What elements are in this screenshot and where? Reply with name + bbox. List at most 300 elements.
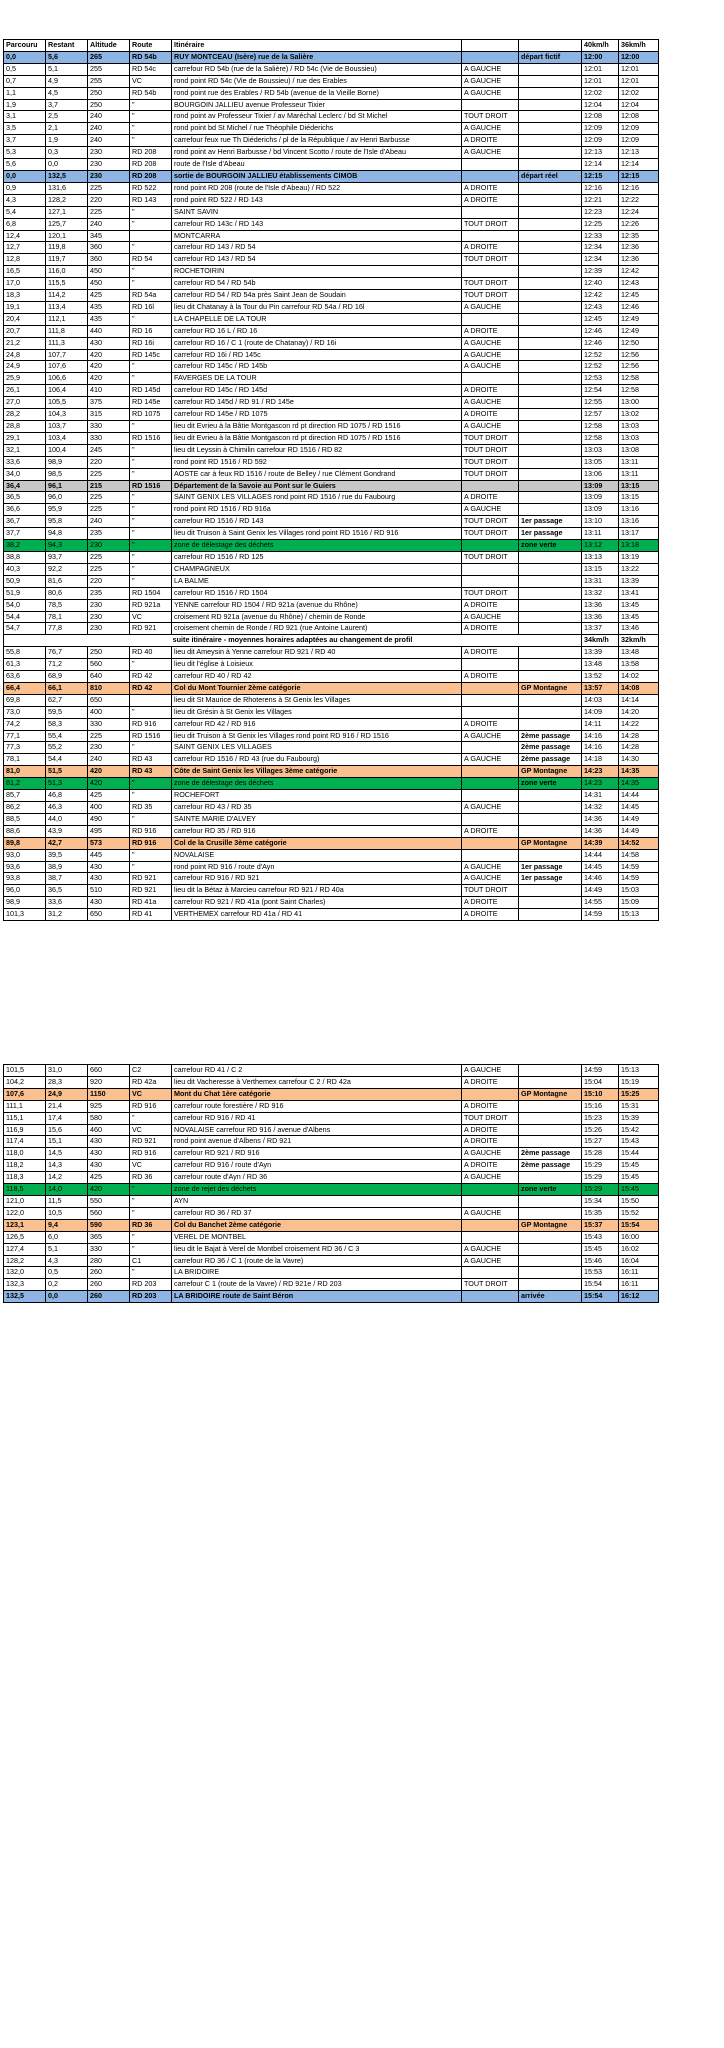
- restant-cell: 1,9: [46, 135, 88, 147]
- altitude-cell: 510: [88, 885, 130, 897]
- route-cell: RD 921: [130, 873, 172, 885]
- time-36kmh-cell: 14:14: [619, 694, 659, 706]
- route-cell: ": [130, 778, 172, 790]
- route-cell: ": [130, 1243, 172, 1255]
- direction-cell: A GAUCHE: [462, 611, 519, 623]
- altitude-cell: 255: [88, 75, 130, 87]
- route-cell: ": [130, 361, 172, 373]
- direction-cell: A DROITE: [462, 325, 519, 337]
- restant-cell: 15,1: [46, 1136, 88, 1148]
- restant-cell: 94,8: [46, 528, 88, 540]
- note-cell: 1er passage: [519, 516, 582, 528]
- note-cell: 2ème passage: [519, 1148, 582, 1160]
- altitude-cell: 420: [88, 349, 130, 361]
- table-row: [4, 551, 659, 563]
- route-cell: ": [130, 218, 172, 230]
- time-40kmh-cell: 13:09: [582, 480, 619, 492]
- parcouru-cell: 86,2: [4, 802, 46, 814]
- itinerary-table-part1: [3, 39, 659, 921]
- restant-cell: 42,7: [46, 837, 88, 849]
- restant-cell: 119,8: [46, 242, 88, 254]
- parcouru-cell: 0,9: [4, 182, 46, 194]
- itineraire-cell: MONTCARRA: [172, 230, 462, 242]
- direction-cell: [462, 51, 519, 63]
- route-cell: ": [130, 278, 172, 290]
- itineraire-cell: VERTHEMEX carrefour RD 41a / RD 41: [172, 909, 462, 921]
- parcouru-cell: 81,2: [4, 778, 46, 790]
- time-40kmh-cell: 14:45: [582, 861, 619, 873]
- time-36kmh-cell: 13:11: [619, 468, 659, 480]
- time-36kmh-cell: 13:22: [619, 563, 659, 575]
- restant-cell: 132,5: [46, 170, 88, 182]
- altitude-cell: 260: [88, 1279, 130, 1291]
- time-40kmh-cell: 13:05: [582, 456, 619, 468]
- restant-cell: 5,6: [46, 51, 88, 63]
- route-cell: RD 16: [130, 325, 172, 337]
- altitude-cell: 410: [88, 385, 130, 397]
- time-40kmh-cell: 14:49: [582, 885, 619, 897]
- time-40kmh-cell: 12:13: [582, 147, 619, 159]
- time-36kmh-cell: 15:19: [619, 1076, 659, 1088]
- route-cell: RD 143: [130, 194, 172, 206]
- altitude-cell: 925: [88, 1100, 130, 1112]
- route-cell: ": [130, 528, 172, 540]
- parcouru-cell: 117,4: [4, 1136, 46, 1148]
- restant-cell: 71,2: [46, 659, 88, 671]
- altitude-cell: 400: [88, 802, 130, 814]
- time-36kmh-cell: 12:49: [619, 313, 659, 325]
- header-direction: [462, 40, 519, 52]
- time-40kmh-cell: 13:39: [582, 647, 619, 659]
- time-40kmh-cell: 13:48: [582, 659, 619, 671]
- altitude-cell: 225: [88, 492, 130, 504]
- restant-cell: 55,4: [46, 730, 88, 742]
- time-40kmh-cell: 15:16: [582, 1100, 619, 1112]
- direction-cell: A GAUCHE: [462, 87, 519, 99]
- time-40kmh-cell: 13:36: [582, 599, 619, 611]
- restant-cell: 3,7: [46, 99, 88, 111]
- restant-cell: 103,4: [46, 432, 88, 444]
- time-36kmh-cell: 16:11: [619, 1267, 659, 1279]
- itineraire-cell: AOSTE car à feux RD 1516 / route de Belley / rue Clément Gondrand: [172, 468, 462, 480]
- altitude-cell: 225: [88, 563, 130, 575]
- itineraire-cell: LA BALME: [172, 575, 462, 587]
- time-40kmh-cell: 14:18: [582, 754, 619, 766]
- direction-cell: [462, 813, 519, 825]
- time-36kmh-cell: 15:42: [619, 1124, 659, 1136]
- direction-cell: TOUT DROIT: [462, 218, 519, 230]
- note-cell: [519, 1207, 582, 1219]
- time-40kmh-cell: 15:34: [582, 1195, 619, 1207]
- time-40kmh-cell: 12:46: [582, 325, 619, 337]
- parcouru-cell: 118,2: [4, 1160, 46, 1172]
- altitude-cell: 420: [88, 778, 130, 790]
- note-cell: GP Montagne: [519, 682, 582, 694]
- restant-cell: 14,2: [46, 1172, 88, 1184]
- note-cell: [519, 182, 582, 194]
- table-row: [4, 623, 659, 635]
- header-altitude: Altitude: [88, 40, 130, 52]
- table-row: [4, 135, 659, 147]
- note-cell: [519, 647, 582, 659]
- direction-cell: [462, 99, 519, 111]
- table-row: [4, 313, 659, 325]
- restant-cell: 2,1: [46, 123, 88, 135]
- time-36kmh-cell: 15:50: [619, 1195, 659, 1207]
- time-36kmh-cell: 14:35: [619, 766, 659, 778]
- direction-cell: A GAUCHE: [462, 504, 519, 516]
- table-row: [4, 159, 659, 171]
- time-36kmh-cell: 12:42: [619, 266, 659, 278]
- parcouru-cell: 66,4: [4, 682, 46, 694]
- itineraire-cell: lieu dit Vacheresse à Verthemex carrefour C 2 / RD 42a: [172, 1076, 462, 1088]
- itineraire-cell: VEREL DE MONTBEL: [172, 1231, 462, 1243]
- time-36kmh-cell: 12:26: [619, 218, 659, 230]
- altitude-cell: 375: [88, 397, 130, 409]
- altitude-cell: 573: [88, 837, 130, 849]
- restant-cell: 0,3: [46, 147, 88, 159]
- parcouru-cell: 55,8: [4, 647, 46, 659]
- time-40kmh-cell: 15:43: [582, 1231, 619, 1243]
- header-40kmh: 40km/h: [582, 40, 619, 52]
- table-row: [4, 885, 659, 897]
- itineraire-cell: carrefour RD 143 / RD 54: [172, 254, 462, 266]
- itineraire-cell: SAINT GENIX LES VILLAGES: [172, 742, 462, 754]
- section-note-cell: suite itinéraire - moyennes horaires adaptées au changement de profil: [4, 635, 582, 647]
- restant-cell: 94,3: [46, 540, 88, 552]
- time-40kmh-cell: 13:12: [582, 540, 619, 552]
- itineraire-cell: lieu dit Grésin à St Genix les Villages: [172, 706, 462, 718]
- time-36kmh-cell: 12:15: [619, 170, 659, 182]
- itineraire-cell: SAINTE MARIE D'ALVEY: [172, 813, 462, 825]
- itineraire-cell: lieu dit Evrieu à la Bâtie Montgascon rd pt direction RD 1075 / RD 1516: [172, 421, 462, 433]
- note-cell: [519, 301, 582, 313]
- parcouru-cell: 36,7: [4, 516, 46, 528]
- itineraire-cell: LA CHAPELLE DE LA TOUR: [172, 313, 462, 325]
- time-40kmh-cell: 15:26: [582, 1124, 619, 1136]
- note-cell: 2ème passage: [519, 730, 582, 742]
- table-row: [4, 1255, 659, 1267]
- route-cell: ": [130, 123, 172, 135]
- note-cell: [519, 218, 582, 230]
- altitude-cell: 225: [88, 182, 130, 194]
- time-40kmh-cell: 15:37: [582, 1219, 619, 1231]
- itineraire-cell: BOURGOIN JALLIEU avenue Professeur Tixier: [172, 99, 462, 111]
- note-cell: [519, 599, 582, 611]
- altitude-cell: 430: [88, 1160, 130, 1172]
- route-cell: VC: [130, 611, 172, 623]
- itineraire-cell: carrefour RD 36 / C 1 (route de la Vavre): [172, 1255, 462, 1267]
- altitude-cell: 1150: [88, 1088, 130, 1100]
- direction-cell: A DROITE: [462, 897, 519, 909]
- parcouru-cell: 28,8: [4, 421, 46, 433]
- itineraire-cell: croisement chemin de Ronde / RD 921 (rue Antoine Laurent): [172, 623, 462, 635]
- time-36kmh-cell: 16:12: [619, 1291, 659, 1303]
- table-row: [4, 218, 659, 230]
- direction-cell: TOUT DROIT: [462, 254, 519, 266]
- time-40kmh-cell: 12:58: [582, 432, 619, 444]
- itineraire-cell: Col du Banchet 2ème catégorie: [172, 1219, 462, 1231]
- time-40kmh-cell: 14:32: [582, 802, 619, 814]
- restant-cell: 95,9: [46, 504, 88, 516]
- header-route: Route: [130, 40, 172, 52]
- parcouru-cell: 24,8: [4, 349, 46, 361]
- itineraire-cell: carrefour RD 35 / RD 916: [172, 825, 462, 837]
- time-36kmh-cell: 13:03: [619, 432, 659, 444]
- altitude-cell: 330: [88, 421, 130, 433]
- direction-cell: [462, 1291, 519, 1303]
- table-row: [4, 325, 659, 337]
- direction-cell: A DROITE: [462, 671, 519, 683]
- altitude-cell: 330: [88, 1243, 130, 1255]
- itineraire-cell: AYN: [172, 1195, 462, 1207]
- route-cell: C2: [130, 1065, 172, 1077]
- route-cell: RD 203: [130, 1291, 172, 1303]
- table-row: [4, 170, 659, 182]
- route-cell: C1: [130, 1255, 172, 1267]
- time-36kmh-cell: 12:14: [619, 159, 659, 171]
- parcouru-cell: 36,5: [4, 492, 46, 504]
- note-cell: [519, 659, 582, 671]
- restant-cell: 55,2: [46, 742, 88, 754]
- direction-cell: [462, 1267, 519, 1279]
- itineraire-cell: croisement RD 921a (avenue du Rhône) / chemin de Ronde: [172, 611, 462, 623]
- note-cell: [519, 802, 582, 814]
- table-row: [4, 337, 659, 349]
- altitude-cell: 445: [88, 849, 130, 861]
- table-row: [4, 1172, 659, 1184]
- itineraire-cell: Mont du Chat 1ère catégorie: [172, 1088, 462, 1100]
- restant-cell: 115,5: [46, 278, 88, 290]
- note-cell: [519, 135, 582, 147]
- parcouru-cell: 104,2: [4, 1076, 46, 1088]
- parcouru-cell: 118,5: [4, 1184, 46, 1196]
- time-36kmh-cell: 12:09: [619, 123, 659, 135]
- time-36kmh-cell: 12:45: [619, 290, 659, 302]
- route-cell: RD 40: [130, 647, 172, 659]
- time-40kmh-cell: 13:52: [582, 671, 619, 683]
- table-row: [4, 1243, 659, 1255]
- direction-cell: TOUT DROIT: [462, 278, 519, 290]
- time-36kmh-cell: 14:28: [619, 730, 659, 742]
- direction-cell: A GAUCHE: [462, 1148, 519, 1160]
- itineraire-cell: lieu dit Truison à St Genix les Villages rond point RD 916 / RD 1516: [172, 730, 462, 742]
- direction-cell: A GAUCHE: [462, 397, 519, 409]
- altitude-cell: 650: [88, 909, 130, 921]
- time-36kmh-cell: 14:02: [619, 671, 659, 683]
- direction-cell: A DROITE: [462, 1124, 519, 1136]
- route-cell: ": [130, 99, 172, 111]
- time-40kmh-cell: 14:03: [582, 694, 619, 706]
- parcouru-cell: 0,7: [4, 75, 46, 87]
- altitude-cell: 425: [88, 290, 130, 302]
- restant-cell: 66,1: [46, 682, 88, 694]
- time-36kmh-cell: 14:59: [619, 861, 659, 873]
- note-cell: [519, 790, 582, 802]
- table-row: [4, 718, 659, 730]
- time-40kmh-cell: 15:29: [582, 1172, 619, 1184]
- restant-cell: 93,7: [46, 551, 88, 563]
- direction-cell: A GAUCHE: [462, 349, 519, 361]
- time-36kmh-cell: 15:54: [619, 1219, 659, 1231]
- itineraire-cell: LA BRIDOIRE: [172, 1267, 462, 1279]
- altitude-cell: 240: [88, 123, 130, 135]
- direction-cell: A DROITE: [462, 385, 519, 397]
- note-cell: [519, 623, 582, 635]
- table-row: [4, 432, 659, 444]
- note-cell: [519, 1076, 582, 1088]
- time-36kmh-cell: 15:25: [619, 1088, 659, 1100]
- time-36kmh-cell: 15:13: [619, 1065, 659, 1077]
- restant-cell: 5,1: [46, 63, 88, 75]
- note-cell: [519, 1195, 582, 1207]
- time-36kmh-cell: 13:45: [619, 611, 659, 623]
- altitude-cell: 250: [88, 647, 130, 659]
- time-36kmh-cell: 14:08: [619, 682, 659, 694]
- note-cell: [519, 278, 582, 290]
- itineraire-cell: carrefour RD 145c / RD 145b: [172, 361, 462, 373]
- direction-cell: [462, 313, 519, 325]
- time-36kmh-cell: 12:58: [619, 373, 659, 385]
- direction-cell: TOUT DROIT: [462, 1279, 519, 1291]
- altitude-cell: 225: [88, 551, 130, 563]
- time-36kmh-cell: 13:08: [619, 444, 659, 456]
- direction-cell: A GAUCHE: [462, 1243, 519, 1255]
- table-row: [4, 87, 659, 99]
- altitude-cell: 240: [88, 218, 130, 230]
- time-40kmh-cell: 13:09: [582, 492, 619, 504]
- route-cell: RD 921: [130, 1136, 172, 1148]
- altitude-cell: 360: [88, 254, 130, 266]
- route-cell: RD 1516: [130, 480, 172, 492]
- direction-cell: TOUT DROIT: [462, 290, 519, 302]
- restant-cell: 92,2: [46, 563, 88, 575]
- time-40kmh-cell: 12:00: [582, 51, 619, 63]
- direction-cell: A DROITE: [462, 909, 519, 921]
- time-40kmh-cell: 12:09: [582, 123, 619, 135]
- parcouru-cell: 121,0: [4, 1195, 46, 1207]
- time-40kmh-cell: 14:36: [582, 825, 619, 837]
- altitude-cell: 810: [88, 682, 130, 694]
- itineraire-cell: carrefour RD 1516 / RD 125: [172, 551, 462, 563]
- table-row: [4, 1100, 659, 1112]
- itineraire-cell: carrefour RD 41 / C 2: [172, 1065, 462, 1077]
- parcouru-cell: 50,9: [4, 575, 46, 587]
- time-36kmh-cell: 12:43: [619, 278, 659, 290]
- time-40kmh-cell: 14:11: [582, 718, 619, 730]
- route-cell: RD 916: [130, 1148, 172, 1160]
- time-40kmh-cell: 12:34: [582, 242, 619, 254]
- note-cell: [519, 444, 582, 456]
- time-40kmh-cell: 15:54: [582, 1279, 619, 1291]
- route-cell: RD 42: [130, 682, 172, 694]
- route-cell: ": [130, 706, 172, 718]
- parcouru-cell: 54,4: [4, 611, 46, 623]
- header-itineraire: Itinéraire: [172, 40, 462, 52]
- restant-cell: 106,6: [46, 373, 88, 385]
- note-cell: [519, 468, 582, 480]
- time-40kmh-cell: 14:31: [582, 790, 619, 802]
- itineraire-cell: lieu dit la Bétaz à Marcieu carrefour RD 921 / RD 40a: [172, 885, 462, 897]
- time-36kmh-cell: 13:19: [619, 551, 659, 563]
- note-cell: [519, 432, 582, 444]
- direction-cell: [462, 540, 519, 552]
- route-cell: ": [130, 1184, 172, 1196]
- parcouru-cell: 118,3: [4, 1172, 46, 1184]
- route-cell: RD 916: [130, 825, 172, 837]
- table-row: [4, 1112, 659, 1124]
- restant-cell: 128,2: [46, 194, 88, 206]
- route-cell: RD 921: [130, 885, 172, 897]
- route-cell: ": [130, 1207, 172, 1219]
- route-cell: ": [130, 1267, 172, 1279]
- time-36kmh-cell: 13:18: [619, 540, 659, 552]
- table-row: [4, 1195, 659, 1207]
- table-row: [4, 480, 659, 492]
- table-row: [4, 230, 659, 242]
- time-36kmh-cell: 12:01: [619, 75, 659, 87]
- note-cell: [519, 611, 582, 623]
- itineraire-cell: rond point RD 522 / RD 143: [172, 194, 462, 206]
- itineraire-cell: carrefour RD 921 / RD 916: [172, 1148, 462, 1160]
- parcouru-cell: 28,2: [4, 409, 46, 421]
- itineraire-cell: YENNE carrefour RD 1504 / RD 921a (avenue du Rhône): [172, 599, 462, 611]
- altitude-cell: 430: [88, 873, 130, 885]
- table-row: [4, 111, 659, 123]
- table-row: [4, 278, 659, 290]
- table-row: [4, 528, 659, 540]
- route-cell: ": [130, 373, 172, 385]
- table-row: [4, 1160, 659, 1172]
- time-40kmh-cell: 14:36: [582, 813, 619, 825]
- route-cell: RD 41a: [130, 897, 172, 909]
- note-cell: [519, 373, 582, 385]
- time-36kmh-cell: 15:09: [619, 897, 659, 909]
- direction-cell: A GAUCHE: [462, 63, 519, 75]
- table-row: [4, 397, 659, 409]
- restant-cell: 44,0: [46, 813, 88, 825]
- itineraire-cell: carrefour RD 916 / RD 921: [172, 873, 462, 885]
- parcouru-cell: 81,0: [4, 766, 46, 778]
- direction-cell: [462, 230, 519, 242]
- time-40kmh-cell: 13:13: [582, 551, 619, 563]
- parcouru-cell: 88,6: [4, 825, 46, 837]
- restant-cell: 59,5: [46, 706, 88, 718]
- route-cell: RD 1516: [130, 730, 172, 742]
- direction-cell: A DROITE: [462, 1160, 519, 1172]
- restant-cell: 38,7: [46, 873, 88, 885]
- parcouru-cell: 3,7: [4, 135, 46, 147]
- parcouru-cell: 132,3: [4, 1279, 46, 1291]
- route-cell: RD 35: [130, 802, 172, 814]
- route-cell: ": [130, 861, 172, 873]
- altitude-cell: 495: [88, 825, 130, 837]
- header-parcouru: Parcouru: [4, 40, 46, 52]
- altitude-cell: 435: [88, 301, 130, 313]
- parcouru-cell: 61,3: [4, 659, 46, 671]
- restant-cell: 46,3: [46, 802, 88, 814]
- time-36kmh-cell: 13:45: [619, 599, 659, 611]
- route-cell: RD 54: [130, 254, 172, 266]
- route-cell: ": [130, 575, 172, 587]
- parcouru-cell: 0,0: [4, 170, 46, 182]
- table-row: [4, 254, 659, 266]
- parcouru-cell: 17,0: [4, 278, 46, 290]
- note-cell: [519, 194, 582, 206]
- direction-cell: [462, 682, 519, 694]
- itineraire-cell: carrefour RD 54 / RD 54b: [172, 278, 462, 290]
- parcouru-cell: 21,2: [4, 337, 46, 349]
